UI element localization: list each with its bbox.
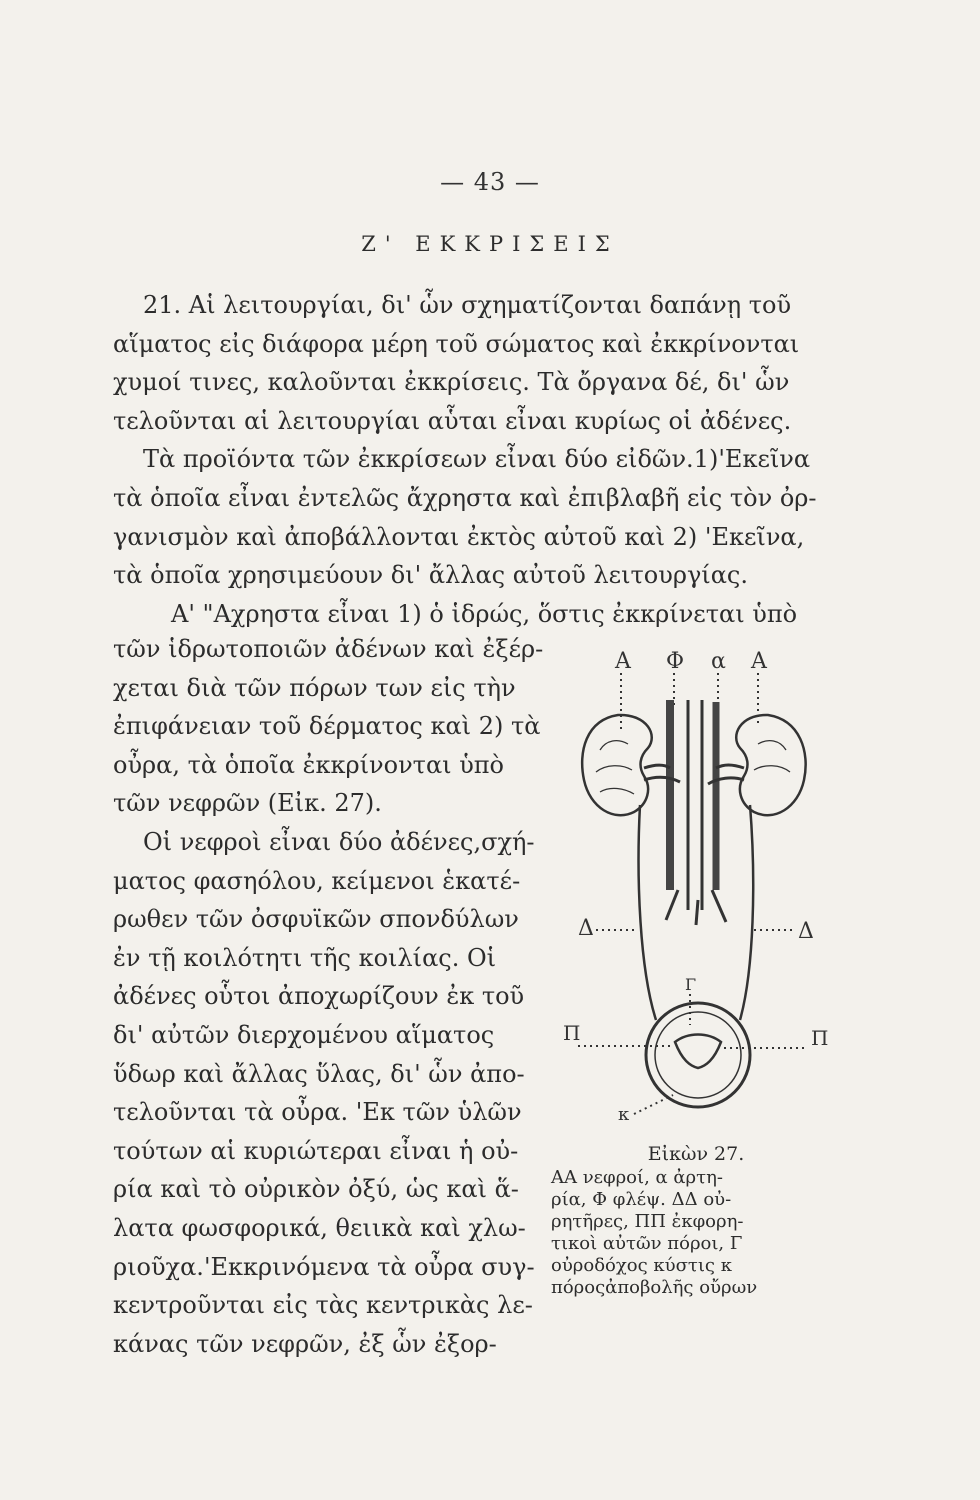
chapter-title: Ζ' ΕΚΚΡΙΣΕΙΣ	[361, 232, 619, 256]
caption-line: οὐροδόχος κύστις κ	[551, 1255, 732, 1276]
caption-line: ρία, Φ φλέψ. ΔΔ οὐ-	[551, 1189, 732, 1210]
text-line: τὰ ὁποῖα εἶναι ἐντελῶς ἄχρηστα καὶ ἐπιβλαβῆ εἰς τὸν ὀρ-	[113, 483, 817, 512]
text-line: τῶν νεφρῶν (Εἰκ. 27).	[113, 789, 382, 818]
renal-vessel	[644, 777, 680, 782]
text-line: ἀδένες οὗτοι ἀποχωρίζουν ἐκ τοῦ	[113, 982, 525, 1011]
label-pi-right: Π	[811, 1026, 829, 1050]
text-line: ὕδωρ καὶ ἄλλας ὕλας, δι' ὧν ἀπο-	[113, 1059, 525, 1088]
text-line: ματος φασηόλου, κείμενοι ἑκατέ-	[113, 866, 521, 895]
right-ureter	[740, 805, 753, 1020]
figure-caption	[551, 1143, 841, 1299]
text-line: δι' αὐτῶν διερχομένου αἵματος	[113, 1020, 495, 1049]
vessel-branch	[666, 890, 678, 920]
text-line: γανισμὸν καὶ ἀποβάλλονται ἐκτὸς αὐτοῦ καὶ 2) 'Εκεῖνα,	[113, 522, 805, 551]
kidney-figure	[548, 640, 848, 1130]
label-phi: Φ	[666, 649, 685, 674]
label-pi-left: Π	[563, 1021, 581, 1045]
text-line: κάνας τῶν νεφρῶν, ἐξ ὧν ἐξορ-	[113, 1329, 497, 1358]
text-line: Τὰ προϊόντα τῶν ἐκκρίσεων εἶναι δύο εἰδῶν.1)'Εκεῖνα	[143, 445, 811, 474]
label-alpha: α	[711, 649, 726, 674]
text-line: τῶν ἱδρωτοποιῶν ἀδένων καὶ ἐξέρ-	[113, 635, 544, 663]
bladder	[646, 1003, 750, 1107]
bladder-opening	[675, 1035, 721, 1069]
text-line: τὰ ὁποῖα χρησιμεύουν δι' ἄλλας αὐτοῦ λειτουργίας.	[113, 561, 748, 590]
text-line: κεντροῦνται εἰς τὰς κεντρικὰς λε-	[113, 1291, 533, 1320]
text-line: Οἱ νεφροὶ εἶναι δύο ἀδένες,σχή-	[143, 827, 535, 856]
kidney-shading	[600, 741, 628, 750]
text-line: χεται διὰ τῶν πόρων των εἰς τὴν	[113, 673, 516, 702]
kidney-shading	[600, 788, 634, 794]
page-number: — 43 —	[440, 168, 540, 196]
renal-vessel	[644, 765, 670, 768]
vessel-branch	[696, 900, 698, 925]
text-line: τούτων αἱ κυριώτεραι εἶναι ἡ οὐ-	[113, 1136, 519, 1165]
text-line: λατα φωσφορικά, θειικὰ καὶ χλω-	[113, 1213, 526, 1242]
text-line: χυμοί τινες, καλοῦνται ἐκκρίσεις. Τὰ ὄργανα δέ, δι' ὧν	[113, 368, 790, 397]
label-gamma: Γ	[685, 975, 697, 994]
kidney-shading	[754, 766, 790, 772]
text-line: ρωθεν τῶν ὀσφυϊκῶν σπονδύλων	[113, 905, 519, 934]
caption-title: Εἰκὼν 27.	[647, 1143, 745, 1165]
text-line: ἐν τῇ κοιλότητι τῆς κοιλίας. Οἱ	[113, 943, 497, 972]
full-width-paragraphs	[113, 286, 840, 633]
renal-vessel	[716, 765, 744, 768]
label-k: κ	[618, 1104, 630, 1125]
label-A-left: Α	[615, 649, 631, 674]
text-line: 21. Αἱ λειτουργίαι, δι' ὧν σχηματίζονται δαπάνῃ τοῦ	[143, 291, 792, 319]
left-ureter	[639, 805, 656, 1020]
label-A-right: Α	[751, 649, 767, 674]
leader-line	[634, 1095, 673, 1114]
text-line: ριοῦχα.'Εκκρινόμενα τὰ οὖρα συγ-	[113, 1252, 535, 1281]
text-line: ἐπιφάνειαν τοῦ δέρματος καὶ 2) τὰ	[113, 712, 541, 741]
text-line: αἵματος εἰς διάφορα μέρη τοῦ σώματος καὶ ἐκκρίνονται	[113, 329, 800, 358]
text-line: τελοῦνται αἱ λειτουργίαι αὗται εἶναι κυρίως οἱ ἀδένες.	[113, 406, 792, 435]
label-delta-left: Δ	[578, 916, 594, 941]
caption-line: ρητῆρες, ΠΠ ἐκφορη-	[551, 1211, 744, 1232]
text-line: Α' "Αχρηστα εἶναι 1) ὁ ἱδρώς, ὅστις ἐκκρίνεται ὑπὸ	[171, 599, 798, 628]
text-line: οὖρα, τὰ ὁποῖα ἐκκρίνονται ὑπὸ	[113, 750, 505, 779]
text-line: ρία καὶ τὸ οὐρικὸν ὀξύ, ὡς καὶ ἅ-	[113, 1175, 519, 1204]
caption-line: ΑΑ νεφροί, α ἀρτη-	[551, 1167, 723, 1188]
text-line: τελοῦνται τὰ οὖρα. 'Εκ τῶν ὑλῶν	[113, 1098, 522, 1127]
kidney-shading	[758, 741, 786, 750]
label-delta-right: Δ	[798, 919, 814, 944]
narrow-paragraphs	[113, 630, 543, 1363]
caption-line: πόροςἀποβολῆς οὔρων	[551, 1277, 758, 1298]
kidney-shading	[596, 766, 632, 772]
bladder-inner	[655, 1012, 741, 1098]
kidney-diagram	[548, 640, 848, 1130]
vessel-branch	[712, 890, 726, 922]
caption-line: τικοὶ αὐτῶν πόροι, Γ	[551, 1233, 743, 1254]
